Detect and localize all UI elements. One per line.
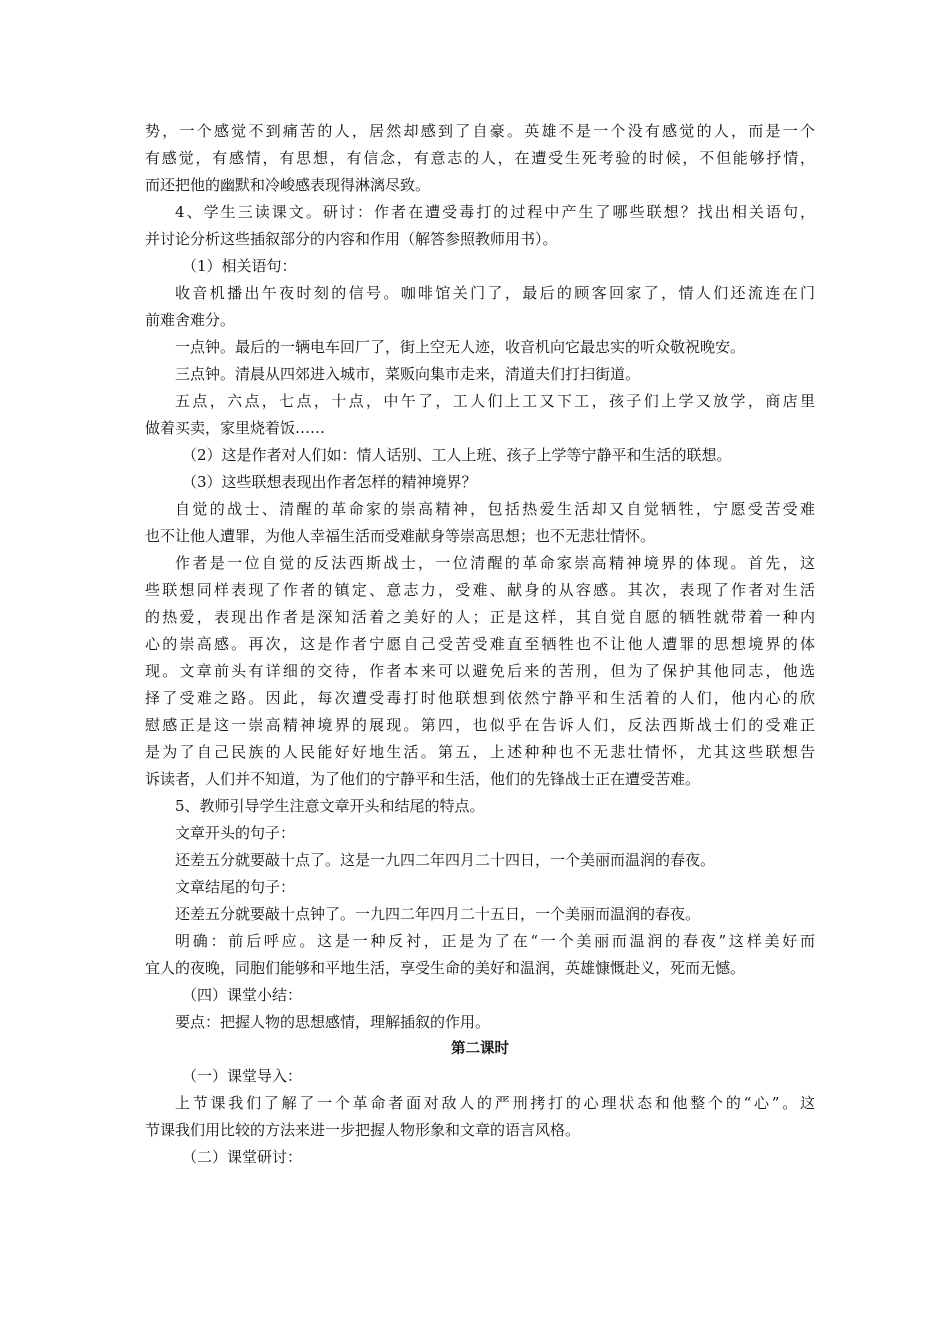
text-line: （二）课堂研讨： bbox=[182, 1148, 303, 1166]
text-line: 心的崇高感。再次，这是作者宁愿自己受苦受难直至牺牲也不让他人遭罪的思想境界的体 bbox=[145, 635, 815, 653]
paragraph bbox=[145, 874, 815, 901]
paragraph bbox=[145, 388, 815, 442]
text-line: 作者是一位自觉的反法西斯战士，一位清醒的革命家崇高精神境界的体现。首先，这 bbox=[175, 554, 815, 572]
section-heading-text: 第二课时 bbox=[451, 1041, 509, 1057]
paragraph bbox=[145, 280, 815, 334]
text-line: 也不让他人遭罪，为他人幸福生活而受难献身等崇高思想；也不无悲壮情怀。 bbox=[145, 527, 656, 545]
text-line: 并讨论分析这些插叙部分的内容和作用（解答参照教师用书）。 bbox=[145, 230, 558, 248]
text-line: 有感觉，有感情，有思想，有信念，有意志的人，在遭受生死考验的时候，不但能够抒情， bbox=[145, 149, 815, 167]
text-line: 4、学生三读课文。研讨：作者在遭受毒打的过程中产生了哪些联想？找出相关语句， bbox=[175, 203, 815, 221]
text-line: （一）课堂导入： bbox=[182, 1067, 303, 1085]
text-line: 择了受难之路。因此，每次遭受毒打时他联想到依然宁静平和生活着的人们，他内心的欣 bbox=[145, 689, 815, 707]
text-line: 诉读者，人们并不知道，为了他们的宁静平和生活，他们的先锋战士正在遭受苦难。 bbox=[145, 770, 701, 788]
paragraph bbox=[145, 361, 815, 388]
section-heading bbox=[145, 1036, 815, 1063]
paragraph bbox=[145, 1009, 815, 1036]
text-line: 三点钟。清晨从四郊进入城市，菜贩向集市走来，清道夫们打扫街道。 bbox=[175, 365, 641, 383]
paragraph bbox=[145, 442, 815, 469]
text-line: 做着买卖，家里烧着饭…… bbox=[145, 419, 326, 437]
text-line: 文章开头的句子： bbox=[175, 824, 296, 842]
text-line: （四）课堂小结： bbox=[182, 986, 303, 1004]
paragraph bbox=[145, 199, 815, 253]
paragraph bbox=[145, 982, 815, 1009]
paragraph bbox=[145, 469, 815, 496]
paragraph bbox=[145, 820, 815, 847]
text-line: 的热爱，表现出作者是深知活着之美好的人；正是这样，其自觉自愿的牺牲就带着一种内 bbox=[145, 608, 815, 626]
paragraph bbox=[145, 496, 815, 550]
paragraph bbox=[145, 550, 815, 793]
text-line: 些联想同样表现了作者的镇定、意志力，受难、献身的从容感。其次，表现了作者对生活 bbox=[145, 581, 815, 599]
text-line: 是为了自己民族的人民能好好地生活。第五，上述种种也不无悲壮情怀，尤其这些联想告 bbox=[145, 743, 815, 761]
text-line: 上节课我们了解了一个革命者面对敌人的严刑拷打的心理状态和他整个的“心”。这 bbox=[175, 1094, 815, 1112]
paragraph bbox=[145, 118, 815, 199]
text-line: 节课我们用比较的方法来进一步把握人物形象和文章的语言风格。 bbox=[145, 1121, 581, 1139]
text-line: 文章结尾的句子： bbox=[175, 878, 296, 896]
text-line: 前难舍难分。 bbox=[145, 311, 236, 329]
text-line: 自觉的战士、清醒的革命家的崇高精神，包括热爱生活却又自觉牺牲，宁愿受苦受难 bbox=[175, 500, 815, 518]
text-line: 而还把他的幽默和冷峻感表现得淋漓尽致。 bbox=[145, 176, 431, 194]
paragraph bbox=[145, 1090, 815, 1144]
text-line: 还差五分就要敲十点了。这是一九四二年四月二十四日，一个美丽而温润的春夜。 bbox=[175, 851, 716, 869]
text-line: （3）这些联想表现出作者怎样的精神境界？ bbox=[182, 473, 477, 491]
paragraph bbox=[145, 334, 815, 361]
text-line: 现。文章前头有详细的交待，作者本来可以避免后来的苦刑，但为了保护其他同志，他选 bbox=[145, 662, 815, 680]
paragraph bbox=[145, 1144, 815, 1171]
text-line: 明确：前后呼应。这是一种反衬，正是为了在“一个美丽而温润的春夜”这样美好而 bbox=[175, 932, 815, 950]
paragraph bbox=[145, 253, 815, 280]
text-line: 要点：把握人物的思想感情，理解插叙的作用。 bbox=[175, 1013, 491, 1031]
paragraph bbox=[145, 1063, 815, 1090]
text-line: 还差五分就要敲十点钟了。一九四二年四月二十五日，一个美丽而温润的春夜。 bbox=[175, 905, 701, 923]
text-line: 五点，六点，七点，十点，中午了，工人们上工又下工，孩子们上学又放学，商店里 bbox=[175, 392, 815, 410]
text-line: （2）这是作者对人们如：情人话别、工人上班、孩子上学等宁静平和生活的联想。 bbox=[182, 446, 732, 464]
paragraph bbox=[145, 901, 815, 928]
paragraph bbox=[145, 847, 815, 874]
document-page bbox=[145, 118, 815, 1171]
text-line: 一点钟。最后的一辆电车回厂了，街上空无人迹，收音机向它最忠实的听众敬祝晚安。 bbox=[175, 338, 746, 356]
text-line: 势，一个感觉不到痛苦的人，居然却感到了自豪。英雄不是一个没有感觉的人，而是一个 bbox=[145, 122, 815, 140]
text-line: 宜人的夜晚，同胞们能够和平地生活，享受生命的美好和温润，英雄慷慨赴义，死而无憾。 bbox=[145, 959, 746, 977]
paragraph bbox=[145, 793, 815, 820]
text-line: 5、教师引导学生注意文章开头和结尾的特点。 bbox=[175, 797, 485, 815]
text-line: 慰感正是这一崇高精神境界的展现。第四，也似乎在告诉人们，反法西斯战士们的受难正 bbox=[145, 716, 815, 734]
paragraph bbox=[145, 928, 815, 982]
text-line: （1）相关语句： bbox=[182, 257, 297, 275]
text-line: 收音机播出午夜时刻的信号。咖啡馆关门了，最后的顾客回家了，情人们还流连在门 bbox=[175, 284, 815, 302]
